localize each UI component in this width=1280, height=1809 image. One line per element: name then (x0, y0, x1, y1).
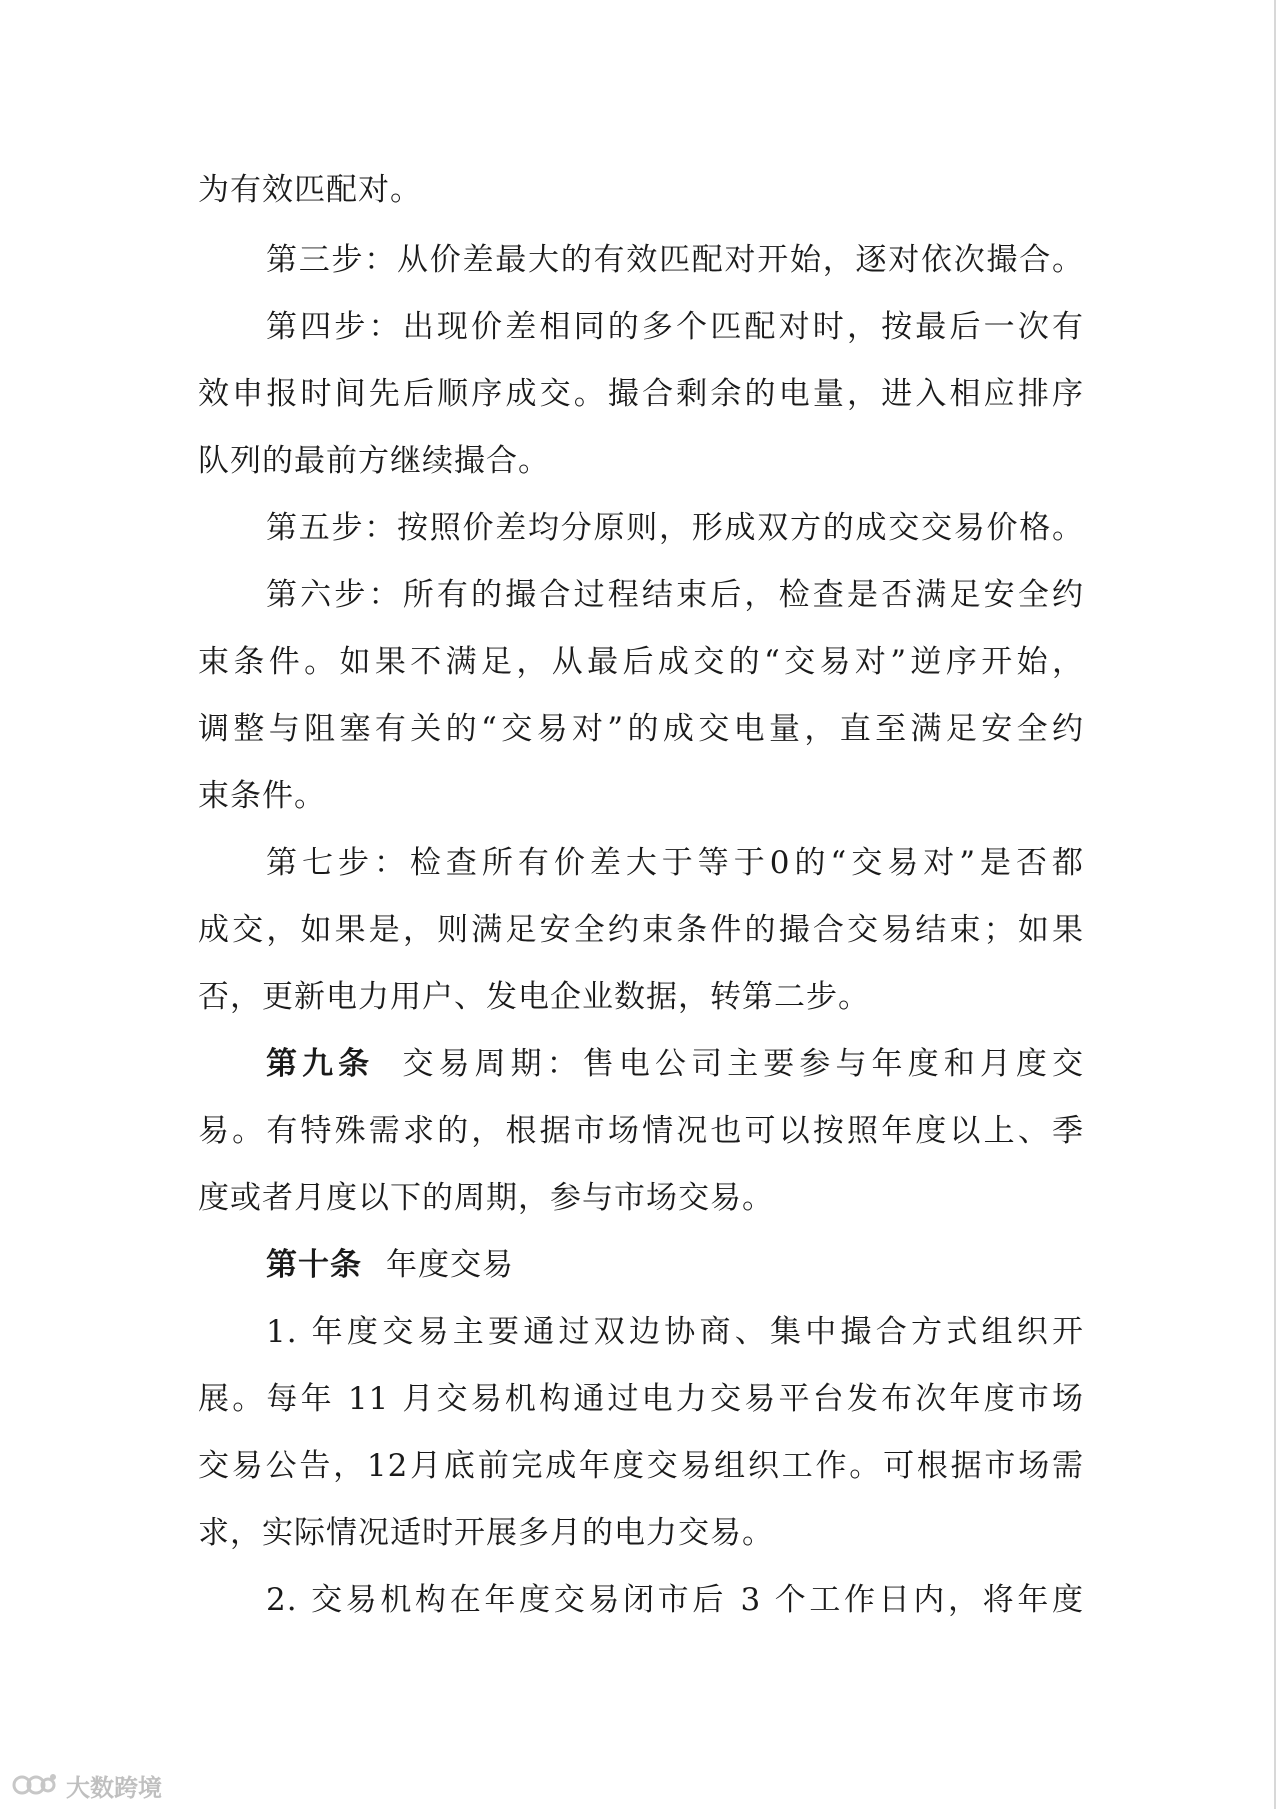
paragraph-line: 2. 交易机构在年度交易闭市后 3 个工作日内，将年度 (266, 1582, 1084, 1618)
paragraph-line: 束条件。如果不满足，从最后成交的“交易对”逆序开始， (198, 644, 1084, 680)
article-nine-line (266, 1044, 1084, 1084)
article-ten-label: 第十条 (266, 1247, 362, 1283)
watermark-text: 大数跨境 (66, 1773, 162, 1802)
article-ten-text: 年度交易 (386, 1247, 514, 1283)
article-nine-label: 第九条 (266, 1046, 375, 1082)
paragraph-line: 调整与阻塞有关的“交易对”的成交电量，直至满足安全约 (198, 711, 1084, 747)
paragraph-line: 第四步：出现价差相同的多个匹配对时，按最后一次有 (266, 309, 1084, 345)
paragraph-line: 求，实际情况适时开展多月的电力交易。 (198, 1515, 774, 1551)
paragraph-line: 交易公告，12月底前完成年度交易组织工作。可根据市场需 (198, 1448, 1084, 1484)
paragraph-line: 束条件。 (198, 778, 326, 814)
page-edge-divider (1274, 0, 1276, 1809)
paragraph-line: 1. 年度交易主要通过双边协商、集中撮合方式组织开 (266, 1314, 1084, 1350)
paragraph-line: 易。有特殊需求的，根据市场情况也可以按照年度以上、季 (198, 1113, 1084, 1149)
paragraph-line: 第七步：检查所有价差大于等于0的“交易对”是否都 (266, 845, 1084, 881)
paragraph-line: 效申报时间先后顺序成交。撮合剩余的电量，进入相应排序 (198, 376, 1084, 412)
paragraph-line: 否，更新电力用户、发电企业数据，转第二步。 (198, 979, 870, 1015)
article-nine-text: 交易周期：售电公司主要参与年度和月度交 (398, 1046, 1085, 1082)
paragraph-line: 度或者月度以下的周期，参与市场交易。 (198, 1180, 774, 1216)
paragraph-line: 成交，如果是，则满足安全约束条件的撮合交易结束；如果 (198, 912, 1084, 948)
paragraph-line: 第三步：从价差最大的有效匹配对开始，逐对依次撮合。 (266, 242, 1084, 278)
watermark-logo-icon (12, 1771, 58, 1799)
paragraph-line: 第六步：所有的撮合过程结束后，检查是否满足安全约 (266, 577, 1084, 613)
watermark (12, 1768, 162, 1802)
paragraph-line: 第五步：按照价差均分原则，形成双方的成交交易价格。 (266, 510, 1084, 546)
paragraph-line: 为有效匹配对。 (198, 172, 422, 208)
paragraph-line: 展。每年 11 月交易机构通过电力交易平台发布次年度市场 (198, 1381, 1084, 1417)
article-ten-line (266, 1245, 1084, 1285)
paragraph-line: 队列的最前方继续撮合。 (198, 443, 550, 479)
